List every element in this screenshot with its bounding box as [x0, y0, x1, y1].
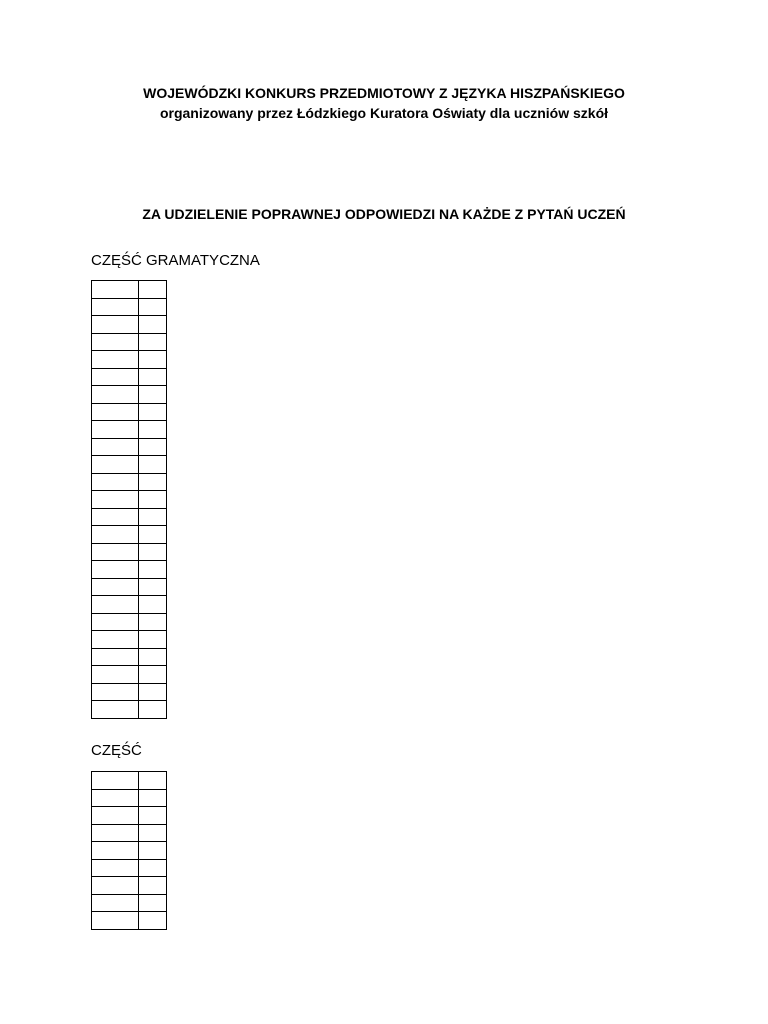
- answer-cell[interactable]: [92, 631, 139, 649]
- answer-row: [92, 807, 167, 825]
- score-cell[interactable]: [139, 824, 167, 842]
- answer-row: [92, 561, 167, 579]
- answer-row: [92, 596, 167, 614]
- answer-cell[interactable]: [92, 491, 139, 509]
- score-cell[interactable]: [139, 842, 167, 860]
- score-cell[interactable]: [139, 789, 167, 807]
- answer-cell[interactable]: [92, 508, 139, 526]
- section-label-second: CZĘŚĆ: [91, 742, 142, 759]
- score-cell[interactable]: [139, 543, 167, 561]
- section-label-grammar: CZĘŚĆ GRAMATYCZNA: [91, 252, 260, 269]
- answer-row: [92, 333, 167, 351]
- answer-cell[interactable]: [92, 316, 139, 334]
- score-cell[interactable]: [139, 281, 167, 299]
- answer-cell[interactable]: [92, 701, 139, 719]
- answer-row: [92, 842, 167, 860]
- answer-table-second: [91, 771, 167, 930]
- score-cell[interactable]: [139, 666, 167, 684]
- answer-row: [92, 683, 167, 701]
- score-cell[interactable]: [139, 807, 167, 825]
- answer-row: [92, 368, 167, 386]
- score-cell[interactable]: [139, 772, 167, 790]
- answer-row: [92, 456, 167, 474]
- answer-cell[interactable]: [92, 281, 139, 299]
- score-cell[interactable]: [139, 351, 167, 369]
- score-cell[interactable]: [139, 526, 167, 544]
- answer-cell[interactable]: [92, 842, 139, 860]
- answer-cell[interactable]: [92, 912, 139, 930]
- answer-row: [92, 386, 167, 404]
- answer-row: [92, 438, 167, 456]
- answer-row: [92, 877, 167, 895]
- score-cell[interactable]: [139, 596, 167, 614]
- scoring-heading: ZA UDZIELENIE POPRAWNEJ ODPOWIEDZI NA KAŻDE Z PYTAŃ UCZEŃ: [142, 206, 626, 222]
- score-cell[interactable]: [139, 386, 167, 404]
- score-cell[interactable]: [139, 894, 167, 912]
- answer-row: [92, 648, 167, 666]
- answer-cell[interactable]: [92, 298, 139, 316]
- answer-row: [92, 473, 167, 491]
- answer-row: [92, 281, 167, 299]
- score-cell[interactable]: [139, 701, 167, 719]
- score-cell[interactable]: [139, 912, 167, 930]
- answer-cell[interactable]: [92, 438, 139, 456]
- score-cell[interactable]: [139, 683, 167, 701]
- answer-row: [92, 421, 167, 439]
- document-title: WOJEWÓDZKI KONKURS PRZEDMIOTOWY Z JĘZYKA HISZPAŃSKIEGO: [143, 85, 625, 101]
- answer-cell[interactable]: [92, 683, 139, 701]
- answer-cell[interactable]: [92, 351, 139, 369]
- answer-cell[interactable]: [92, 807, 139, 825]
- score-cell[interactable]: [139, 421, 167, 439]
- answer-row: [92, 894, 167, 912]
- answer-cell[interactable]: [92, 578, 139, 596]
- score-cell[interactable]: [139, 316, 167, 334]
- answer-cell[interactable]: [92, 789, 139, 807]
- answer-cell[interactable]: [92, 772, 139, 790]
- answer-cell[interactable]: [92, 421, 139, 439]
- score-cell[interactable]: [139, 368, 167, 386]
- score-cell[interactable]: [139, 298, 167, 316]
- answer-cell[interactable]: [92, 386, 139, 404]
- score-cell[interactable]: [139, 613, 167, 631]
- score-cell[interactable]: [139, 333, 167, 351]
- answer-row: [92, 912, 167, 930]
- answer-cell[interactable]: [92, 403, 139, 421]
- answer-row: [92, 666, 167, 684]
- answer-row: [92, 701, 167, 719]
- answer-row: [92, 491, 167, 509]
- answer-row: [92, 772, 167, 790]
- answer-cell[interactable]: [92, 666, 139, 684]
- answer-cell[interactable]: [92, 877, 139, 895]
- score-cell[interactable]: [139, 491, 167, 509]
- answer-row: [92, 613, 167, 631]
- score-cell[interactable]: [139, 877, 167, 895]
- answer-row: [92, 298, 167, 316]
- score-cell[interactable]: [139, 438, 167, 456]
- answer-cell[interactable]: [92, 368, 139, 386]
- score-cell[interactable]: [139, 578, 167, 596]
- score-cell[interactable]: [139, 473, 167, 491]
- answer-row: [92, 578, 167, 596]
- score-cell[interactable]: [139, 859, 167, 877]
- answer-table-grammar: [91, 280, 167, 719]
- answer-cell[interactable]: [92, 473, 139, 491]
- answer-cell[interactable]: [92, 561, 139, 579]
- answer-row: [92, 508, 167, 526]
- answer-row: [92, 543, 167, 561]
- answer-row: [92, 789, 167, 807]
- score-cell[interactable]: [139, 648, 167, 666]
- score-cell[interactable]: [139, 561, 167, 579]
- answer-cell[interactable]: [92, 526, 139, 544]
- answer-cell[interactable]: [92, 894, 139, 912]
- answer-row: [92, 351, 167, 369]
- answer-cell[interactable]: [92, 596, 139, 614]
- answer-cell[interactable]: [92, 824, 139, 842]
- answer-cell[interactable]: [92, 859, 139, 877]
- answer-cell[interactable]: [92, 543, 139, 561]
- answer-row: [92, 859, 167, 877]
- answer-row: [92, 631, 167, 649]
- answer-row: [92, 403, 167, 421]
- score-cell[interactable]: [139, 631, 167, 649]
- answer-cell[interactable]: [92, 613, 139, 631]
- score-cell[interactable]: [139, 403, 167, 421]
- answer-cell[interactable]: [92, 456, 139, 474]
- answer-cell[interactable]: [92, 333, 139, 351]
- answer-cell[interactable]: [92, 648, 139, 666]
- answer-row: [92, 316, 167, 334]
- score-cell[interactable]: [139, 456, 167, 474]
- score-cell[interactable]: [139, 508, 167, 526]
- document-subtitle: organizowany przez Łódzkiego Kuratora Oświaty dla uczniów szkół: [159, 105, 609, 121]
- answer-row: [92, 824, 167, 842]
- answer-row: [92, 526, 167, 544]
